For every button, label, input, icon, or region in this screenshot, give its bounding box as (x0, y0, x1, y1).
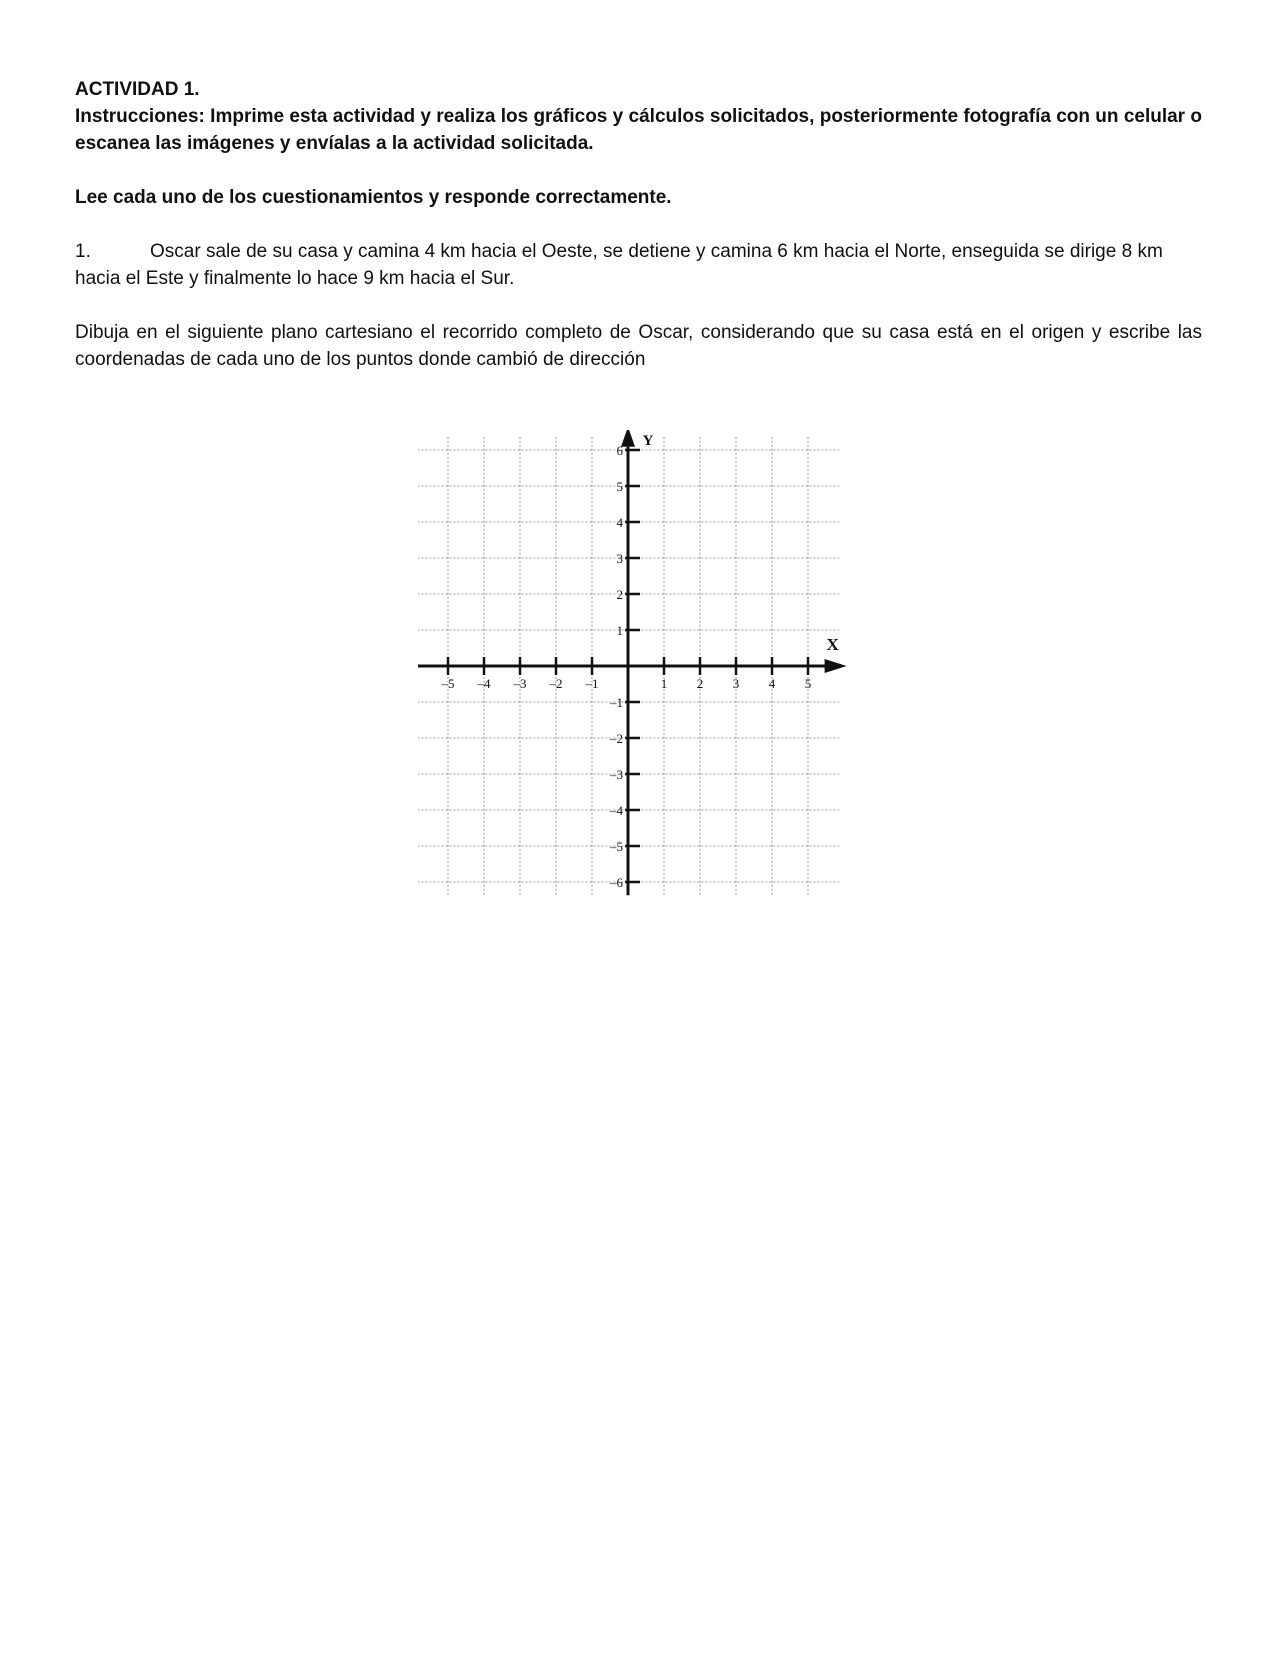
x-tick-label: 3 (732, 676, 740, 691)
x-tick-label: –2 (549, 676, 563, 691)
x-axis-arrow (825, 659, 847, 673)
y-tick-label: –5 (610, 839, 623, 854)
y-axis-arrow (621, 430, 635, 447)
y-tick-label: 4 (616, 515, 623, 530)
task-text: Dibuja en el siguiente plano cartesiano el recorrido completo de Oscar, considerando que su casa está en el origen y escribe las coordenadas de cada uno de los puntos donde cambió de dirección (75, 322, 1202, 370)
y-tick-label: –2 (610, 731, 623, 746)
x-tick-label: –4 (477, 676, 491, 691)
y-tick-label: –3 (610, 767, 623, 782)
y-tick-label: 6 (616, 443, 623, 458)
cartesian-plane-svg (418, 430, 858, 900)
tick-labels (441, 433, 840, 890)
problem-1 (75, 238, 1202, 292)
x-tick-label: 1 (660, 676, 668, 691)
x-tick-label: –3 (513, 676, 527, 691)
cartesian-plane (418, 430, 858, 900)
x-tick-label: –1 (585, 676, 599, 691)
x-tick-label: –5 (441, 676, 455, 691)
y-tick-label: –6 (610, 875, 623, 890)
problem-text: Oscar sale de su casa y camina 4 km hacia el Oeste, se detiene y camina 6 km hacia el Norte, enseguida se dirige 8 km hacia el Este y finalmente lo hace 9 km hacia el Sur. (75, 241, 1163, 289)
y-tick-label: 2 (616, 587, 623, 602)
axes (418, 430, 847, 895)
y-tick-label: 5 (616, 479, 623, 494)
activity-title: ACTIVIDAD 1. (75, 79, 200, 100)
x-tick-label: 2 (696, 676, 704, 691)
worksheet-page (75, 76, 1202, 373)
y-tick-label: –4 (610, 803, 623, 818)
lead-text: Lee cada uno de los cuestionamientos y responde correctamente. (75, 187, 672, 208)
y-tick-label: 1 (616, 623, 623, 638)
instructions-text: Instrucciones: Imprime esta actividad y realiza los gráficos y cálculos solicitados, posteriormente fotografía con un celular o escanea las imágenes y envíalas a la actividad solicitada. (75, 106, 1202, 154)
x-tick-label: 5 (804, 676, 812, 691)
x-axis-label: X (826, 635, 839, 654)
y-tick-label: 3 (616, 551, 623, 566)
x-tick-label: 4 (768, 676, 776, 691)
problem-number: 1. (75, 241, 91, 262)
y-axis-label: Y (642, 432, 654, 449)
y-tick-label: –1 (610, 695, 623, 710)
